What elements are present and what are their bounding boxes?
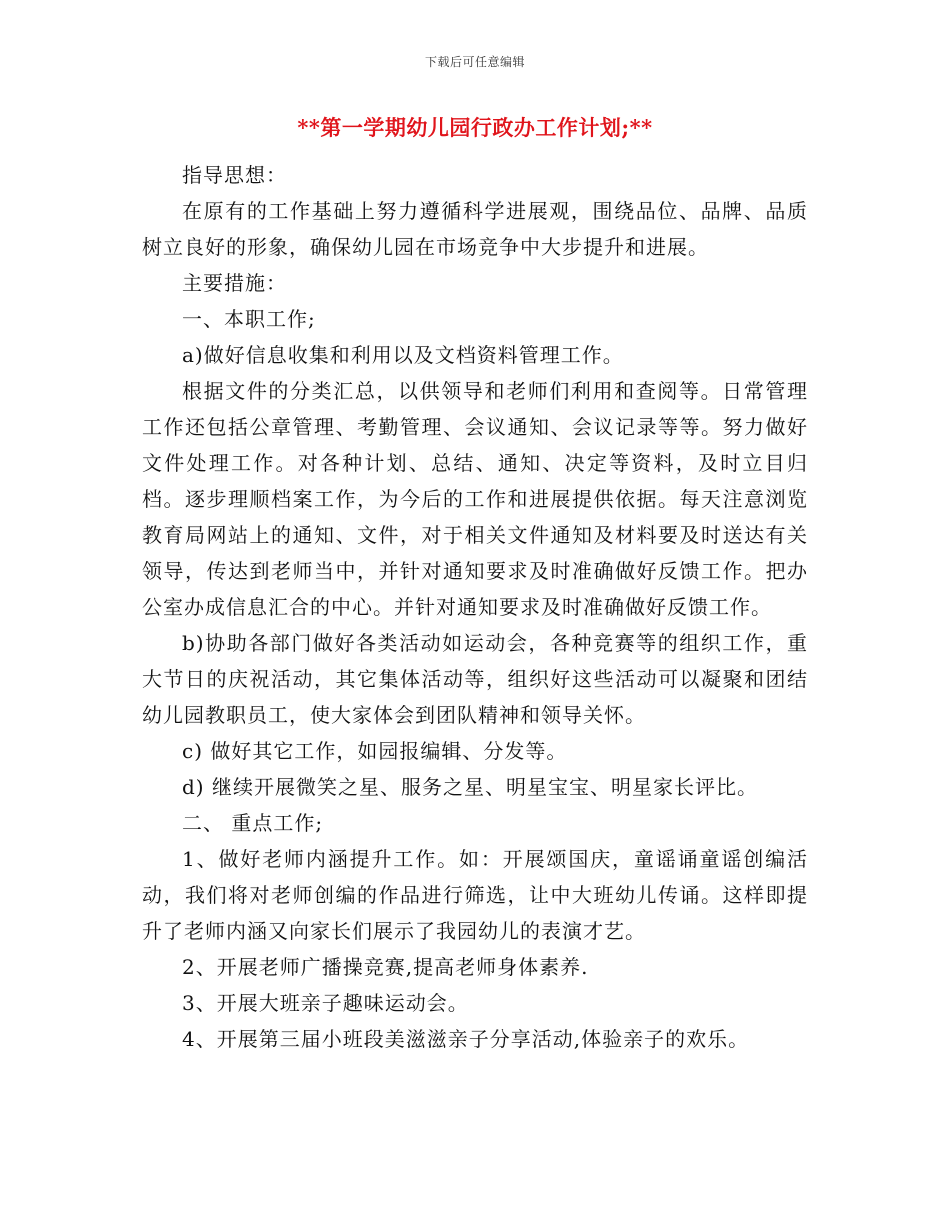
paragraph-item-d: d) 继续开展微笑之星、服务之星、明星宝宝、明星家长评比。 xyxy=(182,775,758,799)
paragraph-main-measures-heading: 主要措施： xyxy=(182,271,287,295)
paragraph-key-item-3: 3、开展大班亲子趣味运动会。 xyxy=(182,991,469,1015)
header-note: 下载后可任意编辑 xyxy=(424,55,525,69)
paragraph-guiding-thought-heading: 指导思想： xyxy=(182,163,287,187)
paragraph-item-a: a)做好信息收集和利用以及文档资料管理工作。 xyxy=(182,343,624,367)
paragraph-section-one-heading: 一、本职工作; xyxy=(182,307,316,331)
document-title: **第一学期幼儿园行政办工作计划;** xyxy=(297,115,653,140)
paragraph-key-item-1: 1、做好老师内涵提升工作。如：开展颂国庆，童谣诵童谣创编活动，我们将对老师创编的作品进行筛选，让中大班幼儿传诵。这样即提升了老师内涵又向家长们展示了我园幼儿的表演才艺。 xyxy=(142,847,808,943)
paragraph-item-c: c) 做好其它工作，如园报编辑、分发等。 xyxy=(182,739,568,763)
paragraph-item-a-detail: 根据文件的分类汇总，以供领导和老师们利用和查阅等。日常管理工作还包括公章管理、考勤管理、会议通知、会议记录等等。努力做好文件处理工作。对各种计划、总结、通知、决定等资料，及时立目归档。逐步理顺档案工作，为今后的工作和进展提供依据。每天注意浏览教育局网站上的通知、文件，对于相关文件通知及材料要及时送达有关领导，传达到老师当中，并针对通知要求及时准确做好反馈工作。把办公室办成信息汇合的中心。并针对通知要求及时准确做好反馈工作。 xyxy=(142,379,808,619)
paragraph-item-b: b)协助各部门做好各类活动如运动会，各种竞赛等的组织工作，重大节日的庆祝活动，其它集体活动等，组织好这些活动可以凝聚和团结幼儿园教职员工，使大家体会到团队精神和领导关怀。 xyxy=(142,631,808,727)
paragraph-guiding-thought: 在原有的工作基础上努力遵循科学进展观，围绕品位、品牌、品质树立良好的形象，确保幼儿园在市场竞争中大步提升和进展。 xyxy=(142,199,808,259)
paragraph-section-two-heading: 二、 重点工作; xyxy=(182,811,324,835)
paragraph-key-item-2: 2、开展老师广播操竞赛,提高老师身体素养. xyxy=(182,955,589,979)
paragraph-key-item-4: 4、开展第三届小班段美滋滋亲子分享活动,体验亲子的欢乐。 xyxy=(182,1027,750,1051)
document-body xyxy=(142,157,808,1057)
